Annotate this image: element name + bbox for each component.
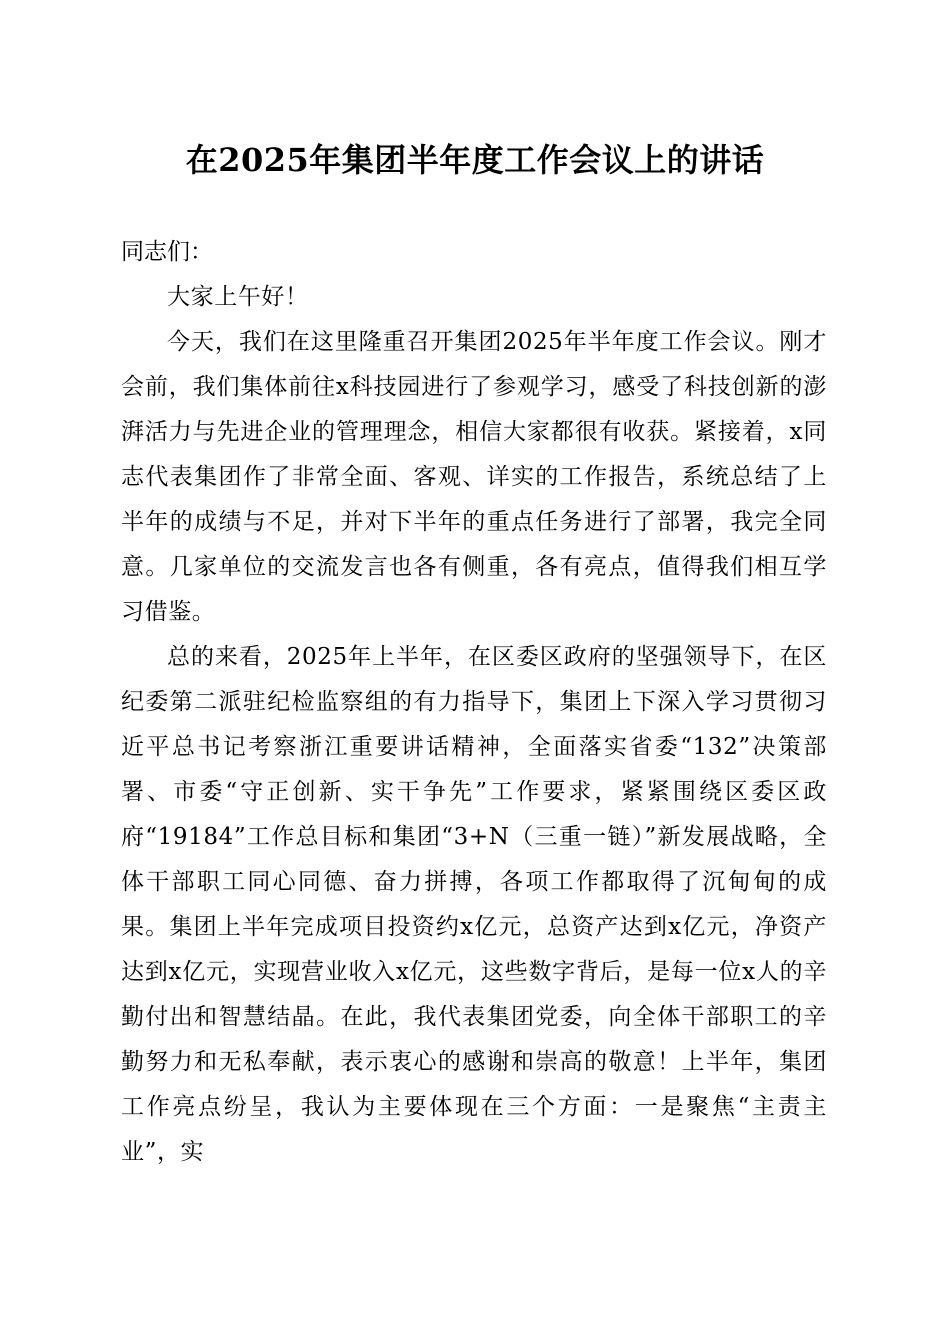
- salutation: 同志们：: [121, 239, 213, 265]
- paragraph-greeting: 大家上午好！: [167, 284, 309, 310]
- document-body: [121, 230, 827, 1175]
- paragraph-opening: 今天，我们在这里隆重召开集团2025年半年度工作会议。刚才会前，我们集体前往x科技园进行了参观学习，感受了科技创新的澎湃活力与先进企业的管理理念，相信大家都很有收获。紧接着，x同志代表集团作了非常全面、客观、详实的工作报告，系统总结了上半年的成绩与不足，并对下半年的重点任务进行了部署，我完全同意。几家单位的交流发言也各有侧重，各有亮点，值得我们相互学习借鉴。: [121, 329, 827, 625]
- document-title: 在2025年集团半年度工作会议上的讲话: [185, 141, 765, 179]
- paragraph-summary: 总的来看，2025年上半年，在区委区政府的坚强领导下，在区纪委第二派驻纪检监察组的有力指导下，集团上下深入学习贯彻习近平总书记考察浙江重要讲话精神，全面落实省委“132”决策部署、市委“守正创新、实干争先”工作要求，紧紧围绕区委区政府“19184”工作总目标和集团“3+N（三重一链）”新发展战略，全体干部职工同心同德、奋力拼搏，各项工作都取得了沉甸甸的成果。集团上半年完成项目投资约x亿元，总资产达到x亿元，净资产达到x亿元，实现营业收入x亿元，这些数字背后，是每一位x人的辛勤付出和智慧结晶。在此，我代表集团党委，向全体干部职工的辛勤努力和无私奉献，表示衷心的感谢和崇高的敬意！上半年，集团工作亮点纷呈，我认为主要体现在三个方面：一是聚焦“主责主业”，实: [121, 644, 827, 1165]
